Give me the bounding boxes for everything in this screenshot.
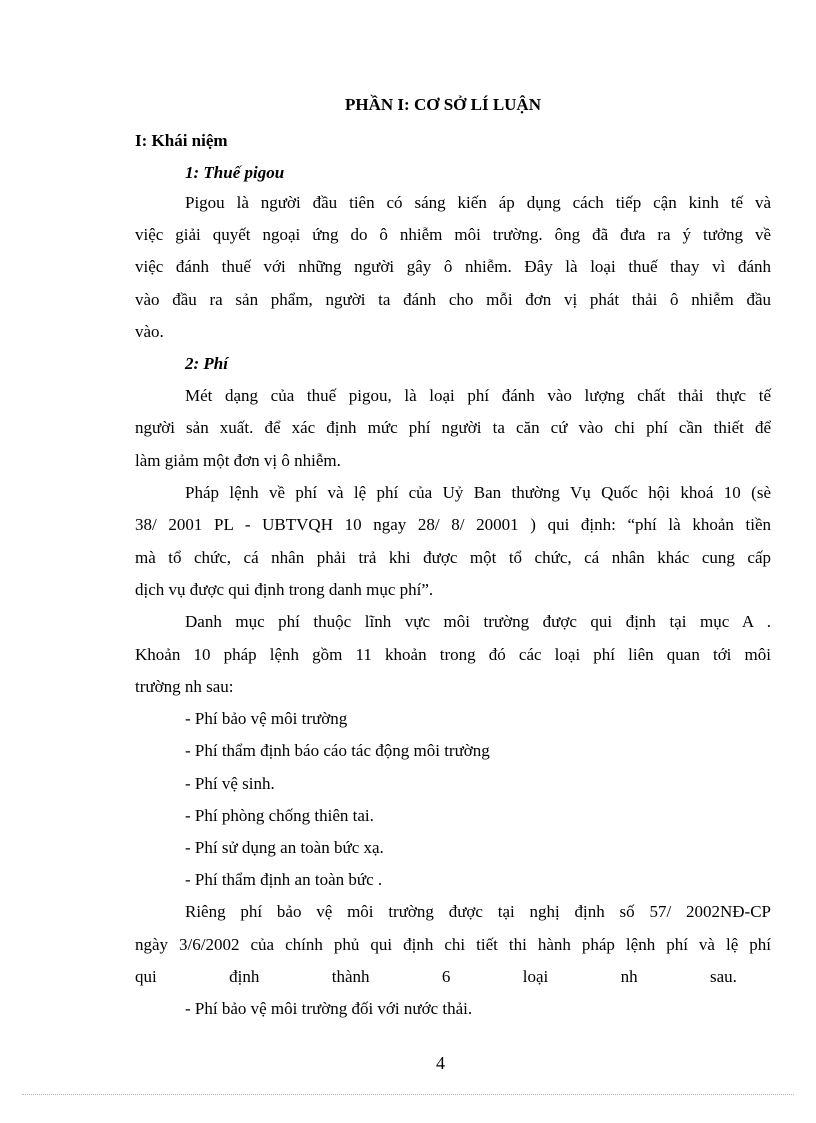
paragraph-line: ngày 3/6/2002 của chính phủ qui định chi tiết thi hành pháp lệnh phí và lệ phí <box>135 935 771 954</box>
paragraph-line: mà tổ chức, cá nhân phải trả khi được một tổ chức, cá nhân khác cung cấp <box>135 548 771 567</box>
paragraph-line: Pigou là người đầu tiên có sáng kiến áp dụng cách tiếp cận kinh tế và <box>185 193 771 212</box>
word: thành <box>331 967 370 986</box>
word: nh <box>620 967 638 986</box>
paragraph-line: Danh mục phí thuộc lĩnh vực môi trường được qui định tại mục A . <box>185 612 771 631</box>
section-heading: I: Khái niệm <box>135 131 228 150</box>
list-item: - Phí phòng chống thiên tai. <box>185 806 374 825</box>
paragraph-line: Khoản 10 pháp lệnh gồm 11 khoản trong đó các loại phí liên quan tới môi <box>135 645 771 664</box>
word: 6 <box>441 967 451 986</box>
list-item: - Phí bảo vệ môi trường đối với nước thải. <box>185 999 473 1018</box>
paragraph-line: dịch vụ được qui định trong danh mục phí”. <box>135 580 434 599</box>
page-title: PHẦN I: CƠ SỞ LÍ LUẬN <box>345 95 541 114</box>
list-item: - Phí thẩm định báo cáo tác động môi trường <box>185 741 490 760</box>
word: sau. <box>710 967 737 986</box>
paragraph-line: trường nh sau: <box>135 677 234 696</box>
footer-divider <box>22 1094 794 1095</box>
paragraph-line: vào. <box>135 322 164 341</box>
word: định <box>229 967 260 986</box>
list-item: - Phí sử dụng an toàn bức xạ. <box>185 838 384 857</box>
subheading-phi: 2: Phí <box>185 354 228 373</box>
list-item: - Phí thẩm định an toàn bức . <box>185 870 383 889</box>
paragraph-line: 38/ 2001 PL - UBTVQH 10 ngay 28/ 8/ 20001 ) qui định: “phí là khoản tiền <box>135 515 771 534</box>
paragraph-line: làm giảm một đơn vị ô nhiễm. <box>135 451 341 470</box>
paragraph-justified-line <box>135 967 737 987</box>
page-number: 4 <box>436 1053 445 1073</box>
paragraph-line: Pháp lệnh về phí và lệ phí của Uỷ Ban thường Vụ Quốc hội khoá 10 (sè <box>185 483 771 502</box>
paragraph-line: Riêng phí bảo vệ môi trường được tại nghị định số 57/ 2002NĐ-CP <box>185 902 771 921</box>
list-item: - Phí vệ sinh. <box>185 774 275 793</box>
paragraph-line: người sản xuất. để xác định mức phí người ta căn cứ vào chi phí cần thiết để <box>135 418 771 437</box>
paragraph-line: việc đánh thuế với những người gây ô nhiễm. Đây là loại thuế thay vì đánh <box>135 257 771 276</box>
subheading-thue-pigou: 1: Thuế pigou <box>185 163 285 182</box>
word: qui <box>135 967 157 986</box>
paragraph-line: vào đầu ra sản phẩm, người ta đánh cho mỗi đơn vị phát thải ô nhiễm đầu <box>135 290 771 309</box>
paragraph-line: việc giải quyết ngoại ứng do ô nhiễm môi trường. ông đã đưa ra ý tưởng về <box>135 225 771 244</box>
word: loại <box>522 967 549 986</box>
paragraph-line: Mét dạng của thuế pigou, là loại phí đánh vào lượng chất thải thực tế <box>185 386 771 405</box>
list-item: - Phí bảo vệ môi trường <box>185 709 348 728</box>
